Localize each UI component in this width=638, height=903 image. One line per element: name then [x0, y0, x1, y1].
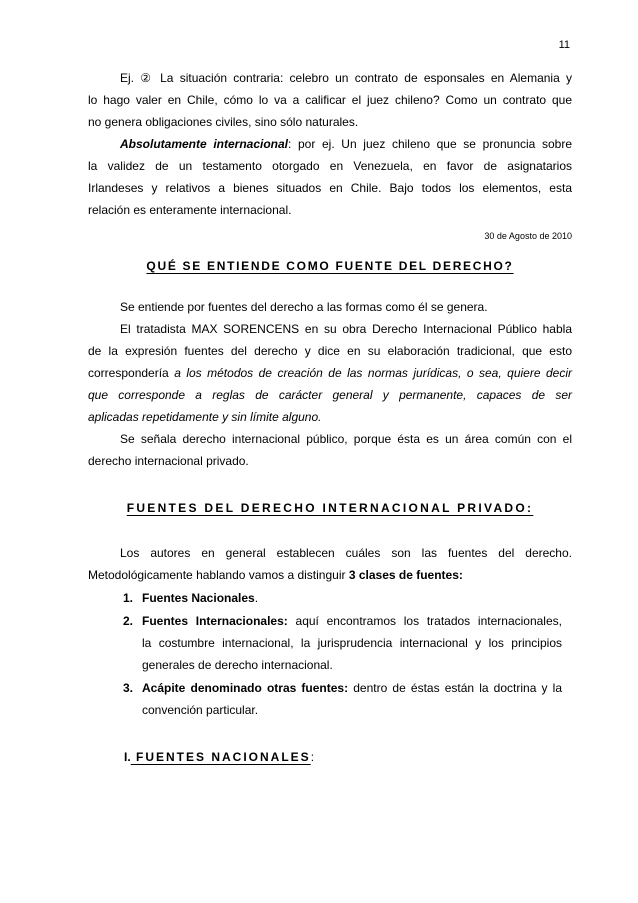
text-line: relación es enteramente internacional.: [88, 203, 292, 217]
sources-list: [123, 587, 562, 722]
date-stamp: 30 de Agosto de 2010: [484, 231, 572, 241]
text-line: derecho internacional privado.: [88, 454, 249, 468]
definition-paragraph: Se entiende por fuentes del derecho a las formas como él se genera.: [120, 300, 488, 314]
example-paragraph: [88, 67, 572, 133]
text-line: convención particular.: [142, 703, 259, 717]
list-item: [123, 587, 562, 609]
list-term: Fuentes Internacionales:: [142, 614, 288, 628]
section-heading-private-law: [88, 499, 572, 517]
list-number: 3.: [123, 681, 134, 695]
quoted-definition: a los métodos de creación de las normas jurídicas, o sea, quiere decir: [174, 366, 572, 380]
text-line: no genera obligaciones civiles, sino sólo naturales.: [88, 115, 359, 129]
text-line: de la expresión fuentes del derecho y dice en su elaboración tradicional, que esto: [88, 344, 572, 358]
text-line: la costumbre internacional, la jurisprudencia internacional y los principios: [142, 636, 562, 650]
list-number: 1.: [123, 591, 134, 605]
text-line: [88, 362, 572, 384]
text-line: Los autores en general establecen cuáles son las fuentes del derecho.: [120, 546, 572, 560]
list-term: Acápite denominado otras fuentes:: [142, 681, 349, 695]
section-heading-national-sources: [124, 748, 314, 766]
absolute-international-paragraph: [88, 133, 572, 221]
quoted-definition-line: aplicadas repetidamente y sin límite alguno.: [88, 410, 322, 424]
text-segment: aquí encontramos los tratados internacionales,: [287, 614, 562, 628]
sorensen-paragraph: [88, 318, 572, 428]
text-segment: .: [254, 591, 259, 605]
list-item-text: [142, 677, 562, 721]
text-line: Se señala derecho internacional público, porque ésta es un área común con el: [120, 432, 572, 446]
heading-text: QUÉ SE ENTIENDE COMO FUENTE DEL DERECHO?: [146, 259, 514, 273]
text-line: El tratadista MAX SORENCENS en su obra Derecho Internacional Público habla: [120, 322, 572, 336]
text-line: [142, 677, 562, 699]
list-number: 2.: [123, 614, 134, 628]
quoted-definition-line: que corresponde a reglas de carácter general y permanente, capaces de ser: [88, 388, 572, 402]
text-line: Irlandeses y relativos a bienes situados en Chile. Bajo todos los elementos, esta: [88, 181, 572, 195]
public-law-paragraph: [88, 428, 572, 472]
text-line: generales de derecho internacional.: [142, 658, 333, 672]
text-line: [88, 564, 572, 586]
text-segment: : por ej. Un juez chileno que se pronuncia sobre: [288, 137, 572, 151]
list-item-text: [142, 587, 562, 609]
list-term: Fuentes Nacionales: [142, 591, 255, 605]
section-number: I.: [124, 750, 131, 764]
heading-punctuation: :: [310, 750, 315, 764]
text-line: lo hago valer en Chile, cómo lo va a calificar el juez chileno? Como un contrato que: [88, 93, 572, 107]
source-classes-paragraph: [88, 542, 572, 586]
list-item: [123, 677, 562, 721]
heading-text: FUENTES NACIONALES: [130, 750, 311, 764]
section-heading-sources: [88, 257, 572, 275]
list-item-text: [142, 610, 562, 676]
text-line: [142, 610, 562, 632]
text-line: la validez de un testamento otorgado en Venezuela, en favor de asignatarios: [88, 159, 572, 173]
text-line: [88, 133, 572, 155]
sources-section-body: [88, 296, 572, 472]
emphasis-text: 3 clases de fuentes:: [348, 568, 463, 582]
heading-text: FUENTES DEL DERECHO INTERNACIONAL PRIVADO:: [126, 501, 534, 515]
text-line: [142, 587, 562, 609]
list-item: [123, 610, 562, 676]
term-absolutely-international: Absolutamente internacional: [120, 137, 289, 151]
text-segment: correspondería: [88, 366, 175, 380]
text-segment: Metodológicamente hablando vamos a distinguir: [88, 568, 349, 582]
page-number: 11: [558, 39, 570, 51]
text-segment: dentro de éstas están la doctrina y la: [348, 681, 562, 695]
text-line: Ej. ② La situación contraria: celebro un contrato de esponsales en Alemania y: [120, 71, 572, 85]
